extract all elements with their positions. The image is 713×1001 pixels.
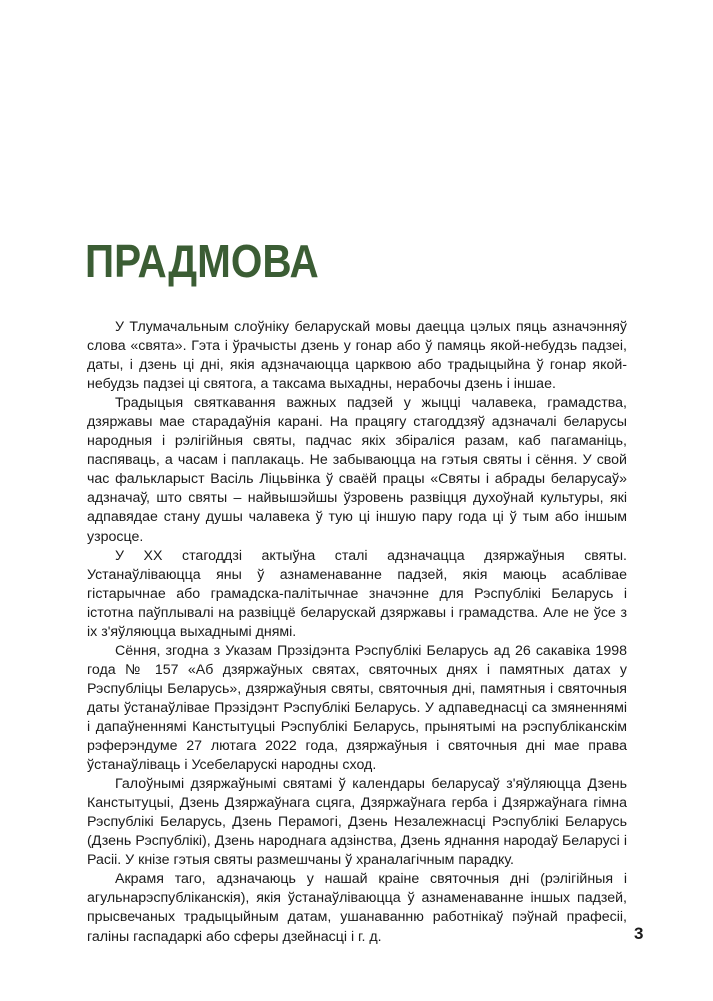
paragraph: Акрамя таго, адзначаюць у нашай краіне святочныя дні (рэлігійныя і агульнарэспубліканскія), якія ўстанаўліваюцца ў азнаменаванне іншых падзей, прысвечаных традыцыйным датам, ушанаванню работнікаў пэўнай прафесіі, галіны гаспадаркі або сферы дзейнасці і г. д.: [87, 871, 627, 945]
paragraph: У ХХ стагоддзі актыўна сталі адзначацца дзяржаўныя святы. Устанаўліваюцца яны ў азнаменаванне падзей, якія маюць асаблівае гістарычнае або грамадска-палітычнае значэнне для Рэспублікі Беларусь і істотна паўплывалі на развіццё беларускай дзяржавы і грамадства. Але не ўсе з іх з'яўляюцца выхаднымі днямі.: [87, 547, 627, 640]
page-number: 3: [634, 924, 644, 943]
paragraph: Сёння, згодна з Указам Прэзідэнта Рэспублікі Беларусь ад 26 сакавіка 1998 года № 157 «Аб дзяржаўных святах, святочных днях і памятных датах у Рэспубліцы Беларусь», дзяржаўныя святы, святочныя дні, памятныя і святочныя даты ўстанаўлівае Прэзідэнт Рэспублікі Беларусь. У адпаведнасці са змяненнямі і дапаўненнямі Канстытуцыі Рэспублікі Беларусь, прынятымі на рэспубліканскім рэферэндуме 27 лютага 2022 года, дзяржаўныя і святочныя дні мае права ўстанаўліваць і Усебеларускі народны сход.: [87, 642, 627, 774]
page-title: ПРАДМОВА: [85, 235, 319, 287]
paragraph: Традыцыя святкавання важных падзей у жыцці чалавека, грамадства, дзяржавы мае старадаўнія карані. На працягу стагоддзяў адзначалі беларусы народныя і рэлігійныя святы, падчас якіх збіраліся разам, каб пагаманіць, паспяваць, а часам і паплакаць. Не забываюцца на гэтыя святы і сёння. У свой час фалькларыст Васіль Ліцьвінка ў сваёй працы «Святы і абрады беларусаў» адзначаў, што святы – найвышэйшы ўзровень развіцця духоўнай культуры, які адпавядае стану душы чалавека ў тую ці іншую пару года ці ў тым або іншым узросце.: [87, 395, 627, 545]
paragraph: У Тлумачальным слоўніку беларускай мовы даецца цэлых пяць азначэнняў слова «свята». Гэта і ўрачысты дзень у гонар або ў памяць якой-небудзь падзеі, даты, і дзень ці дні, якія адзначаюцца царквою або традыцыйна ў гонар якой-небудзь падзеі ці святога, а таксама выхадны, нерабочы дзень і іншае.: [87, 319, 627, 393]
preface-body: [87, 318, 627, 947]
paragraph: Галоўнымі дзяржаўнымі святамі ў календары беларусаў з'яўляюцца Дзень Канстытуцыі, Дзень Дзяржаўнага сцяга, Дзяржаўнага герба і Дзяржаўнага гімна Рэспублікі Беларусь, Дзень Перамогі, Дзень Незалежнасці Рэспублікі Беларусь (Дзень Рэспублікі), Дзень народнага адзінства, Дзень яднання народаў Беларусі і Расіі. У кнізе гэтыя святы размешчаны ў храналагічным парадку.: [87, 776, 627, 869]
